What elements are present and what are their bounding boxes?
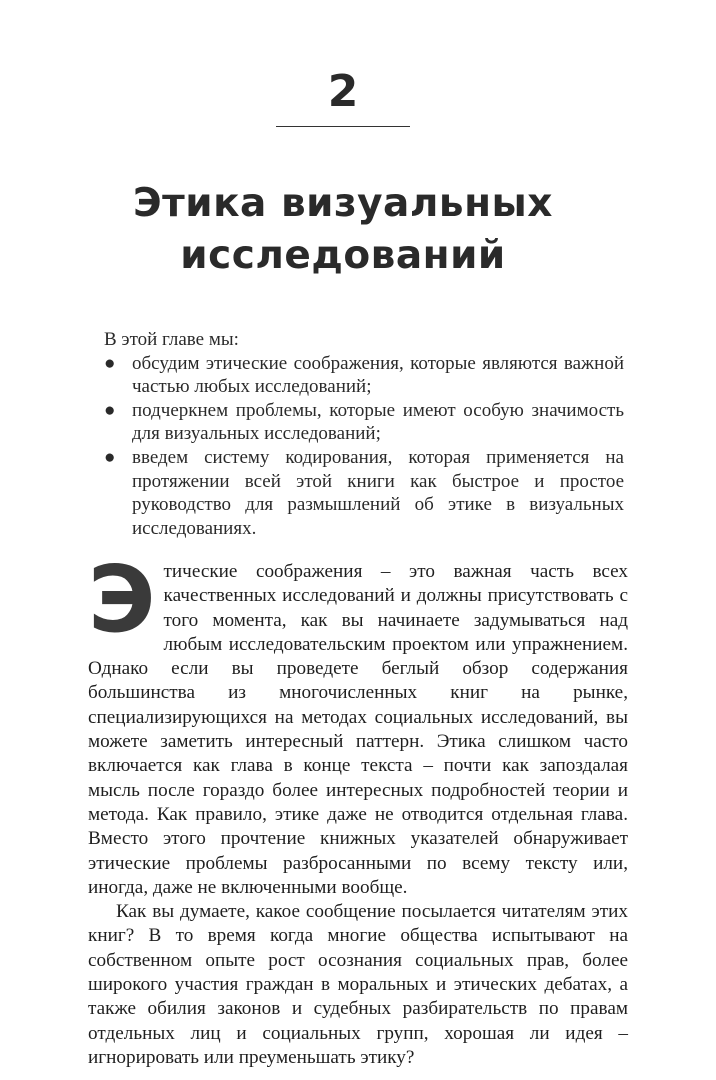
paragraph-text: тические соображения – это важная часть всех качественных исследований и должны присутствовать с того момента, как вы начинаете задумываться над любым исследовательским проектом или упражнением. Однако если вы проведете беглый обзор содержания большинства из многочисленных книг на рынке, специализирующихся на методах социальных исследований, вы можете заметить интересный паттерн. Этика слишком часто включается как глава в конце текста – почти как запоздалая мысль после гораздо более интересных подробностей теории и метода. Как правило, этике даже не отводится отдельная глава. Вместо этого прочтение книжных указателей обнаруживает этические проблемы разбросанными по всему тексту или, иногда, даже не включенными вообще. bbox=[88, 561, 628, 898]
chapter-divider bbox=[276, 126, 410, 127]
body-paragraph-1 bbox=[88, 546, 628, 900]
drop-cap: Э bbox=[88, 546, 156, 653]
chapter-number: 2 bbox=[327, 66, 359, 117]
list-item bbox=[104, 352, 624, 399]
chapter-title-line-2: исследований bbox=[180, 233, 506, 278]
list-item-text: подчеркнем проблемы, которые имеют особую значимость для визуальных исследований; bbox=[132, 399, 624, 445]
list-item-text: обсудим этические соображения, которые являются важной частью любых исследований; bbox=[132, 352, 624, 398]
intro-lead: В этой главе мы: bbox=[104, 329, 239, 350]
chapter-body bbox=[88, 546, 628, 1070]
bullet-icon: ● bbox=[104, 446, 116, 468]
list-item bbox=[104, 399, 624, 446]
list-item bbox=[104, 446, 624, 540]
chapter-title-line-1: Этика визуальных bbox=[133, 181, 553, 226]
body-paragraph-2: Как вы думаете, какое сообщение посылается читателям этих книг? В то время когда многие общества испытывают на собственном опыте рост осознания социальных прав, более широкого участия граждан в моральных и этических дебатах, а также обилия законов и судебных разбирательств по правам отдельных лиц и социальных групп, хорошая ли идея – игнорировать или преуменьшать этику? bbox=[88, 901, 628, 1068]
list-item-text: введем систему кодирования, которая применяется на протяжении всей этой книги как быстрое и простое руководство для размышлений об этике в визуальных исследованиях. bbox=[132, 446, 624, 539]
bullet-icon: ● bbox=[104, 352, 116, 374]
bullet-icon: ● bbox=[104, 399, 116, 421]
chapter-intro bbox=[104, 328, 624, 540]
chapter-title bbox=[0, 178, 686, 282]
intro-objectives-list bbox=[104, 352, 624, 541]
